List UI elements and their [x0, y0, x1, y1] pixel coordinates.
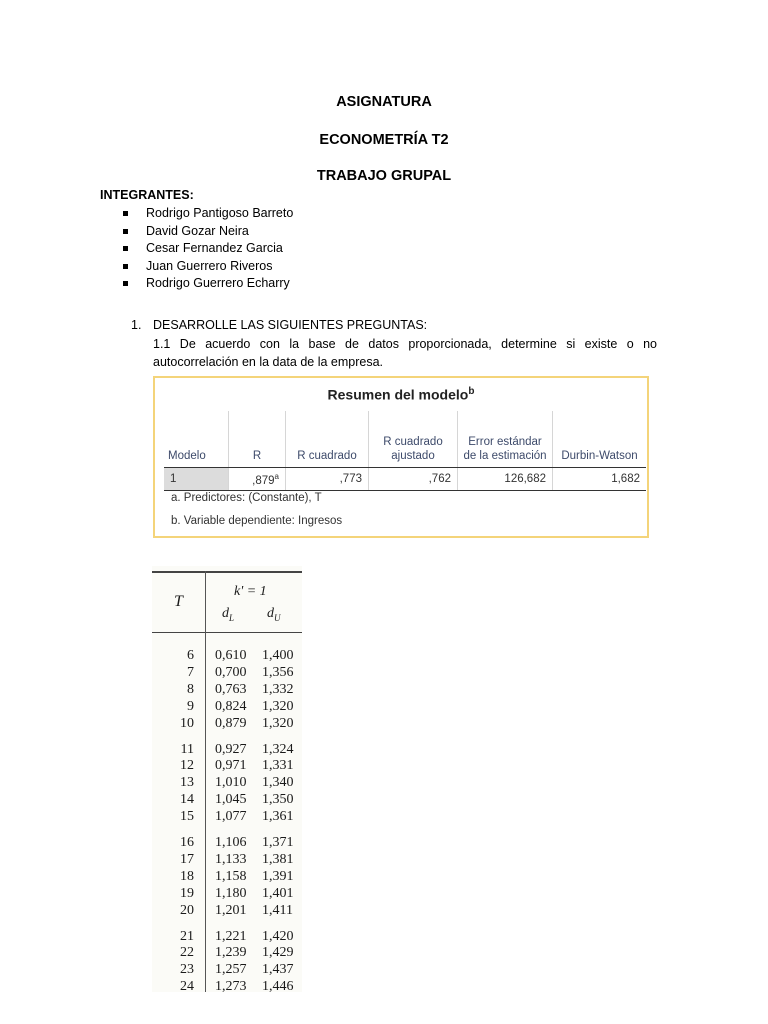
- cell-du: 1,401: [262, 885, 294, 901]
- table-note-dependent: b. Variable dependiente: Ingresos: [171, 515, 343, 527]
- cell-t: 20: [180, 902, 194, 918]
- cell-dl: 1,257: [215, 962, 247, 978]
- table-rule: [152, 632, 302, 633]
- cell-t: 22: [180, 945, 194, 961]
- doc-title-work: TRABAJO GRUPAL: [316, 168, 452, 184]
- cell-du: 1,356: [262, 664, 294, 680]
- dw-header-k: k' = 1: [234, 584, 267, 599]
- bullet-icon: [123, 264, 128, 269]
- cell-t: 12: [180, 758, 194, 774]
- cell-t: 19: [180, 885, 194, 901]
- cell-t: 7: [187, 664, 194, 680]
- list-item: [122, 258, 293, 276]
- cell-dl: 1,158: [215, 868, 247, 884]
- cell-t: 18: [180, 868, 194, 884]
- cell-du: 1,350: [262, 792, 294, 808]
- cell-du: 1,340: [262, 775, 294, 791]
- model-summary-table: [164, 411, 646, 491]
- table-row: [152, 886, 302, 903]
- table-row: [152, 869, 302, 886]
- cell-du: 1,331: [262, 758, 294, 774]
- cell-dl: 0,879: [215, 715, 247, 731]
- table-rule: [152, 571, 302, 573]
- table-row: [152, 758, 302, 775]
- cell-modelo: 1: [164, 468, 229, 491]
- cell-dl: 0,824: [215, 698, 247, 714]
- table-row: [152, 903, 302, 920]
- doc-title-course: ECONOMETRÍA T2: [319, 132, 449, 148]
- table-row: [152, 665, 302, 682]
- member-name: Cesar Fernandez Garcia: [146, 241, 283, 255]
- dw-header-t: T: [174, 593, 183, 610]
- section-number: 1.: [131, 318, 142, 332]
- col-header-r-cuadrado: R cuadrado: [286, 411, 369, 468]
- section-title: DESARROLLE LAS SIGUIENTES PREGUNTAS:: [153, 318, 428, 332]
- cell-dl: 1,273: [215, 979, 247, 992]
- cell-t: 11: [180, 741, 194, 757]
- cell-dl: 0,700: [215, 664, 247, 680]
- members-list: [122, 205, 293, 293]
- cell-du: 1,320: [262, 715, 294, 731]
- table-row: [152, 792, 302, 809]
- cell-du: 1,361: [262, 809, 294, 825]
- cell-t: 13: [180, 775, 194, 791]
- cell-t: 17: [180, 851, 194, 867]
- cell-du: 1,437: [262, 962, 294, 978]
- table-row: [152, 835, 302, 852]
- cell-dl: 1,239: [215, 945, 247, 961]
- cell-t: 6: [187, 648, 194, 663]
- question-text: 1.1 De acuerdo con la base de datos proporcionada, determine si existe o no autocorrelación en la data de la empresa.: [153, 337, 657, 369]
- table-row: [152, 742, 302, 759]
- cell-du: 1,324: [262, 741, 294, 757]
- col-header-durbin-watson: Durbin-Watson: [553, 411, 647, 468]
- cell-du: 1,400: [262, 648, 294, 663]
- table-row: [152, 775, 302, 792]
- col-header-r: R: [229, 411, 286, 468]
- cell-t: 14: [180, 792, 194, 808]
- cell-du: 1,446: [262, 979, 294, 992]
- cell-dl: 1,221: [215, 928, 247, 944]
- list-item: [122, 223, 293, 241]
- member-name: Juan Guerrero Riveros: [146, 258, 273, 273]
- cell-du: 1,391: [262, 868, 294, 884]
- cell-durbin-watson: 1,682: [553, 468, 647, 491]
- list-item: [122, 205, 293, 223]
- bullet-icon: [123, 246, 128, 251]
- table-row: [152, 852, 302, 869]
- table-row: [164, 468, 646, 491]
- cell-t: 15: [180, 809, 194, 825]
- member-name: David Gozar Neira: [146, 223, 249, 238]
- cell-du: 1,411: [262, 902, 293, 918]
- cell-dl: 1,180: [215, 885, 247, 901]
- cell-t: 23: [180, 962, 194, 978]
- table-row: [152, 979, 302, 992]
- col-header-error: Error estándar de la estimación: [458, 411, 553, 468]
- cell-du: 1,320: [262, 698, 294, 714]
- cell-du: 1,420: [262, 928, 294, 944]
- cell-r-cuadrado: ,773: [286, 468, 369, 491]
- cell-dl: 0,927: [215, 741, 247, 757]
- cell-t: 9: [187, 698, 194, 714]
- cell-dl: 0,971: [215, 758, 247, 774]
- bullet-icon: [123, 229, 128, 234]
- cell-r-ajustado: ,762: [369, 468, 458, 491]
- durbin-watson-table-image: [152, 566, 302, 992]
- bullet-icon: [123, 281, 128, 286]
- dw-header-dl: $d_L$: [222, 606, 235, 623]
- cell-dl: 1,010: [215, 775, 247, 791]
- table-row: [152, 648, 302, 665]
- table-row: [152, 699, 302, 716]
- dw-header-du: $d_U$: [267, 606, 281, 623]
- table-row: [152, 929, 302, 946]
- table-row: [152, 809, 302, 826]
- cell-dl: 0,610: [215, 648, 247, 663]
- cell-dl: 1,201: [215, 902, 247, 918]
- table-row: [152, 945, 302, 962]
- cell-t: 10: [180, 715, 194, 731]
- doc-title-subject: ASIGNATURA: [336, 94, 432, 110]
- cell-du: 1,332: [262, 681, 294, 697]
- list-item: [122, 275, 293, 293]
- model-summary-title: Resumen del modelo$^b$: [327, 386, 475, 403]
- cell-dl: 1,106: [215, 835, 247, 850]
- table-row: [152, 682, 302, 699]
- cell-t: 16: [180, 835, 194, 850]
- list-item: [122, 240, 293, 258]
- member-name: Rodrigo Guerrero Echarry: [146, 276, 290, 290]
- cell-t: 21: [180, 928, 194, 944]
- member-name: Rodrigo Pantigoso Barreto: [146, 206, 294, 220]
- cell-t: 24: [180, 979, 194, 992]
- cell-dl: 1,045: [215, 792, 247, 808]
- bullet-icon: [123, 211, 128, 216]
- cell-error: 126,682: [458, 468, 553, 491]
- cell-dl: 1,133: [215, 851, 247, 867]
- table-row: [152, 962, 302, 979]
- section-heading: [131, 318, 427, 332]
- cell-r: ,879$^a$: [229, 468, 286, 491]
- cell-t: 8: [187, 681, 194, 697]
- cell-dl: 0,763: [215, 681, 247, 697]
- cell-du: 1,381: [262, 851, 294, 867]
- table-note-predictors: a. Predictores: (Constante), T: [171, 492, 322, 504]
- integrantes-label: INTEGRANTES:: [100, 188, 194, 202]
- col-header-r-ajustado: R cuadrado ajustado: [369, 411, 458, 468]
- cell-du: 1,371: [262, 835, 294, 850]
- table-row: [152, 716, 302, 733]
- model-summary-table-image: [153, 376, 649, 538]
- cell-du: 1,429: [262, 945, 294, 961]
- cell-dl: 1,077: [215, 809, 247, 825]
- col-header-modelo: Modelo: [164, 411, 229, 468]
